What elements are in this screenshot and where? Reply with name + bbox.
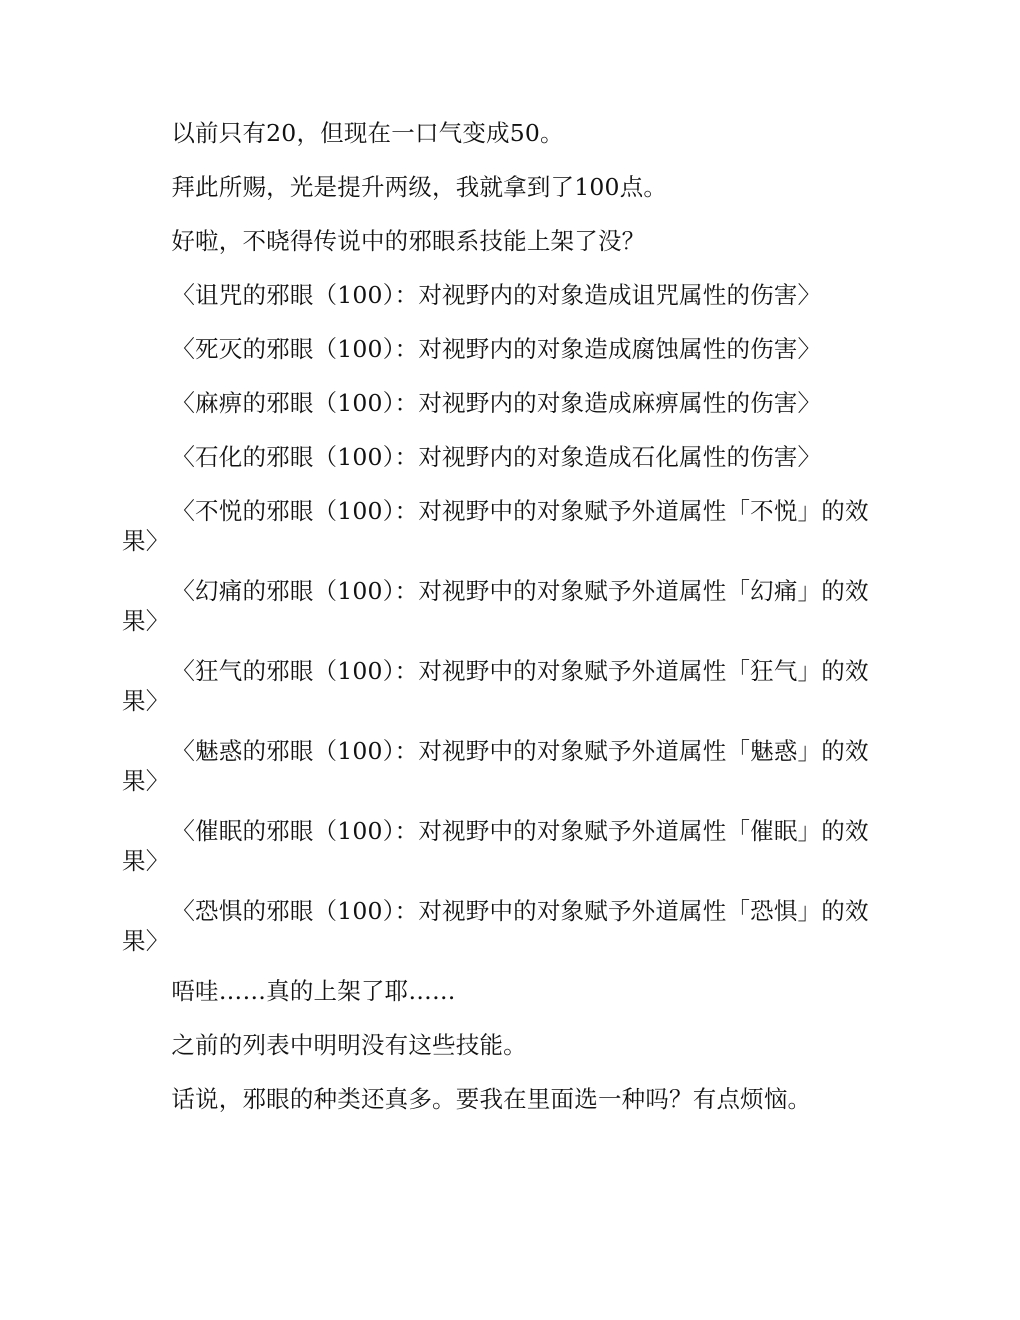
skill-entry: 〈魅惑的邪眼（100）：对视野中的对象赋予外道属性「魅惑」的效果〉: [122, 737, 869, 795]
skill-entry: 〈狂气的邪眼（100）：对视野中的对象赋予外道属性「狂气」的效果〉: [122, 657, 869, 715]
body-text: [122, 118, 892, 1138]
paragraph: 唔哇……真的上架了耶……: [171, 977, 456, 1005]
paragraph: 之前的列表中明明没有这些技能。: [171, 1031, 527, 1059]
skill-entry: 〈不悦的邪眼（100）：对视野中的对象赋予外道属性「不悦」的效果〉: [122, 497, 869, 555]
paragraph: 以前只有20，但现在一口气变成50。: [171, 119, 564, 147]
paragraph: 好啦，不晓得传说中的邪眼系技能上架了没？: [171, 227, 646, 255]
skill-entry: 〈石化的邪眼（100）：对视野内的对象造成石化属性的伤害〉: [171, 443, 822, 471]
paragraph: 话说，邪眼的种类还真多。要我在里面选一种吗？有点烦恼。: [171, 1085, 812, 1113]
skill-entry: 〈麻痹的邪眼（100）：对视野内的对象造成麻痹属性的伤害〉: [171, 389, 822, 417]
skill-entry: 〈死灭的邪眼（100）：对视野内的对象造成腐蚀属性的伤害〉: [171, 335, 822, 363]
skill-entry: 〈恐惧的邪眼（100）：对视野中的对象赋予外道属性「恐惧」的效果〉: [122, 897, 869, 955]
skill-entry: 〈催眠的邪眼（100）：对视野中的对象赋予外道属性「催眠」的效果〉: [122, 817, 869, 875]
skill-entry: 〈诅咒的邪眼（100）：对视野内的对象造成诅咒属性的伤害〉: [171, 281, 822, 309]
paragraph: 拜此所赐，光是提升两级，我就拿到了100点。: [171, 173, 668, 201]
skill-entry: 〈幻痛的邪眼（100）：对视野中的对象赋予外道属性「幻痛」的效果〉: [122, 577, 869, 635]
